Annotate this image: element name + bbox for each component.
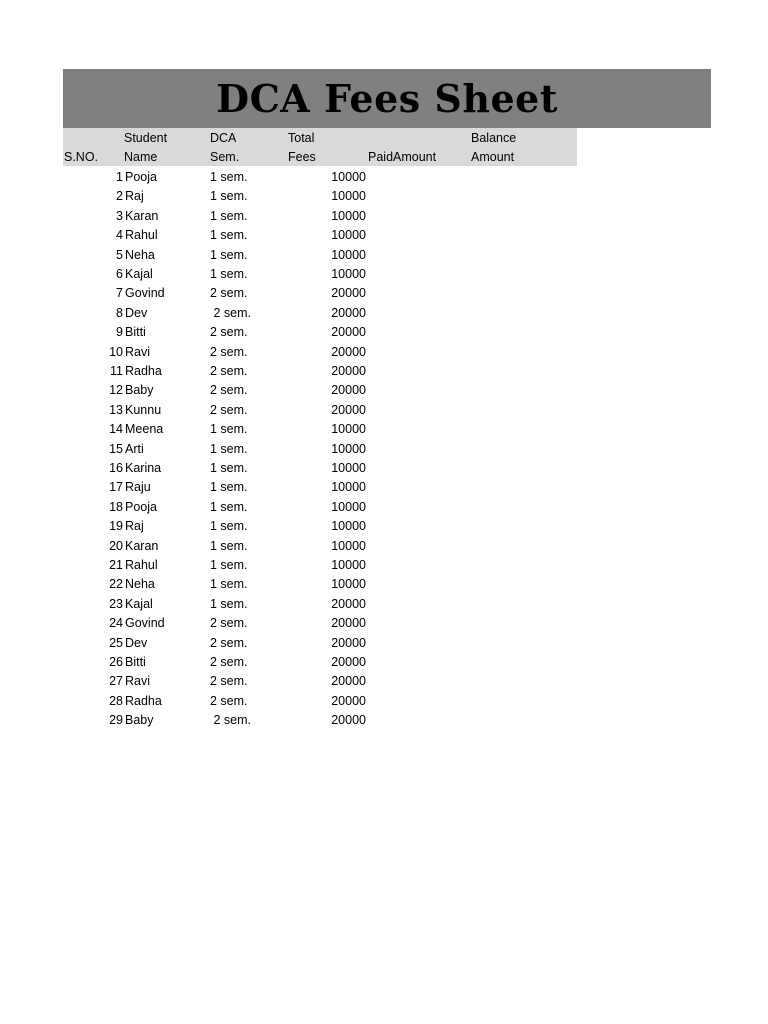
row-sno: 12	[109, 383, 123, 397]
row-dca-sem: 1 sem.	[210, 519, 248, 533]
row-sno: 18	[109, 500, 123, 514]
row-dca-sem: 2 sem.	[210, 713, 251, 727]
row-sno: 8	[116, 306, 123, 320]
row-total-fees: 10000	[331, 267, 366, 281]
row-student-name: Govind	[125, 616, 165, 630]
row-total-fees: 20000	[331, 403, 366, 417]
row-student-name: Govind	[125, 286, 165, 300]
row-sno: 9	[116, 325, 123, 339]
header-dca-top: DCA	[210, 131, 237, 145]
row-total-fees: 20000	[331, 713, 366, 727]
row-total-fees: 10000	[331, 519, 366, 533]
row-sno: 22	[109, 577, 123, 591]
row-sno: 25	[109, 636, 123, 650]
row-student-name: Raj	[125, 189, 144, 203]
row-sno: 10	[109, 345, 123, 359]
row-student-name: Karan	[125, 209, 159, 223]
row-student-name: Kajal	[125, 597, 153, 611]
header-total-bottom: Fees	[288, 150, 316, 164]
row-total-fees: 10000	[331, 189, 366, 203]
row-dca-sem: 2 sem.	[210, 364, 248, 378]
row-sno: 28	[109, 694, 123, 708]
header-dca-bottom: Sem.	[210, 150, 240, 164]
row-dca-sem: 1 sem.	[210, 461, 248, 475]
row-dca-sem: 2 sem.	[210, 694, 248, 708]
row-total-fees: 20000	[331, 694, 366, 708]
row-total-fees: 10000	[331, 500, 366, 514]
row-dca-sem: 1 sem.	[210, 500, 248, 514]
header-total-top: Total	[288, 131, 315, 145]
title-bar	[63, 69, 711, 128]
header-paid-amount: PaidAmount	[368, 150, 437, 164]
row-student-name: Raju	[125, 480, 151, 494]
row-sno: 20	[109, 539, 123, 553]
row-student-name: Bitti	[125, 655, 146, 669]
row-dca-sem: 1 sem.	[210, 267, 248, 281]
row-student-name: Baby	[125, 713, 154, 727]
row-dca-sem: 1 sem.	[210, 480, 248, 494]
row-total-fees: 20000	[331, 597, 366, 611]
row-dca-sem: 2 sem.	[210, 325, 248, 339]
row-dca-sem: 2 sem.	[210, 403, 248, 417]
row-dca-sem: 1 sem.	[210, 577, 248, 591]
row-total-fees: 10000	[331, 209, 366, 223]
row-dca-sem: 1 sem.	[210, 209, 248, 223]
row-sno: 24	[109, 616, 123, 630]
row-sno: 29	[109, 713, 123, 727]
row-student-name: Pooja	[125, 170, 157, 184]
row-student-name: Pooja	[125, 500, 157, 514]
row-dca-sem: 1 sem.	[210, 597, 248, 611]
row-total-fees: 20000	[331, 286, 366, 300]
row-student-name: Radha	[125, 694, 162, 708]
row-student-name: Rahul	[125, 558, 158, 572]
row-total-fees: 20000	[331, 306, 366, 320]
row-total-fees: 20000	[331, 655, 366, 669]
row-student-name: Rahul	[125, 228, 158, 242]
row-student-name: Meena	[125, 422, 164, 436]
row-total-fees: 10000	[331, 480, 366, 494]
row-sno: 26	[109, 655, 123, 669]
row-dca-sem: 1 sem.	[210, 422, 248, 436]
row-dca-sem: 1 sem.	[210, 248, 248, 262]
row-total-fees: 10000	[331, 539, 366, 553]
row-dca-sem: 2 sem.	[210, 306, 251, 320]
row-student-name: Ravi	[125, 674, 151, 688]
row-total-fees: 20000	[331, 674, 366, 688]
row-student-name: Kunnu	[125, 403, 162, 417]
row-sno: 15	[109, 442, 123, 456]
row-total-fees: 20000	[331, 345, 366, 359]
row-sno: 2	[116, 189, 123, 203]
row-sno: 11	[110, 364, 123, 378]
row-sno: 17	[109, 480, 123, 494]
row-dca-sem: 2 sem.	[210, 674, 248, 688]
row-student-name: Dev	[125, 636, 148, 650]
header-student-bottom: Name	[124, 150, 158, 164]
row-dca-sem: 1 sem.	[210, 170, 248, 184]
header-balance-top: Balance	[471, 131, 517, 145]
row-total-fees: 10000	[331, 228, 366, 242]
row-total-fees: 20000	[331, 636, 366, 650]
header-sno: S.NO.	[64, 150, 99, 164]
row-total-fees: 10000	[331, 422, 366, 436]
row-total-fees: 10000	[331, 170, 366, 184]
row-student-name: Bitti	[125, 325, 146, 339]
row-dca-sem: 1 sem.	[210, 558, 248, 572]
row-dca-sem: 1 sem.	[210, 442, 248, 456]
row-sno: 27	[109, 674, 123, 688]
row-dca-sem: 2 sem.	[210, 636, 248, 650]
row-total-fees: 10000	[331, 442, 366, 456]
row-total-fees: 20000	[331, 325, 366, 339]
row-dca-sem: 2 sem.	[210, 345, 248, 359]
row-total-fees: 20000	[331, 383, 366, 397]
row-dca-sem: 2 sem.	[210, 616, 248, 630]
row-sno: 7	[116, 286, 123, 300]
row-student-name: Karan	[125, 539, 159, 553]
row-dca-sem: 1 sem.	[210, 539, 248, 553]
row-total-fees: 10000	[331, 577, 366, 591]
row-sno: 13	[109, 403, 123, 417]
row-student-name: Karina	[125, 461, 162, 475]
row-dca-sem: 1 sem.	[210, 189, 248, 203]
row-total-fees: 10000	[331, 558, 366, 572]
row-student-name: Baby	[125, 383, 154, 397]
row-total-fees: 10000	[331, 461, 366, 475]
row-student-name: Radha	[125, 364, 162, 378]
header-balance-bottom: Amount	[471, 150, 515, 164]
row-student-name: Dev	[125, 306, 148, 320]
header-student-top: Student	[124, 131, 168, 145]
row-sno: 4	[116, 228, 123, 242]
row-sno: 21	[109, 558, 123, 572]
row-sno: 5	[116, 248, 123, 262]
sheet-title: DCA Fees Sheet	[216, 76, 558, 121]
row-total-fees: 20000	[331, 616, 366, 630]
row-student-name: Neha	[125, 577, 155, 591]
row-student-name: Raj	[125, 519, 144, 533]
row-total-fees: 10000	[331, 248, 366, 262]
row-sno: 19	[109, 519, 123, 533]
row-sno: 3	[116, 209, 123, 223]
row-sno: 1	[116, 170, 123, 184]
row-dca-sem: 2 sem.	[210, 655, 248, 669]
row-student-name: Ravi	[125, 345, 151, 359]
row-sno: 14	[109, 422, 123, 436]
row-dca-sem: 2 sem.	[210, 286, 248, 300]
row-student-name: Kajal	[125, 267, 153, 281]
row-student-name: Neha	[125, 248, 155, 262]
row-student-name: Arti	[125, 442, 144, 456]
row-dca-sem: 1 sem.	[210, 228, 248, 242]
row-sno: 23	[109, 597, 123, 611]
row-total-fees: 20000	[331, 364, 366, 378]
row-dca-sem: 2 sem.	[210, 383, 248, 397]
row-sno: 6	[116, 267, 123, 281]
row-sno: 16	[109, 461, 123, 475]
